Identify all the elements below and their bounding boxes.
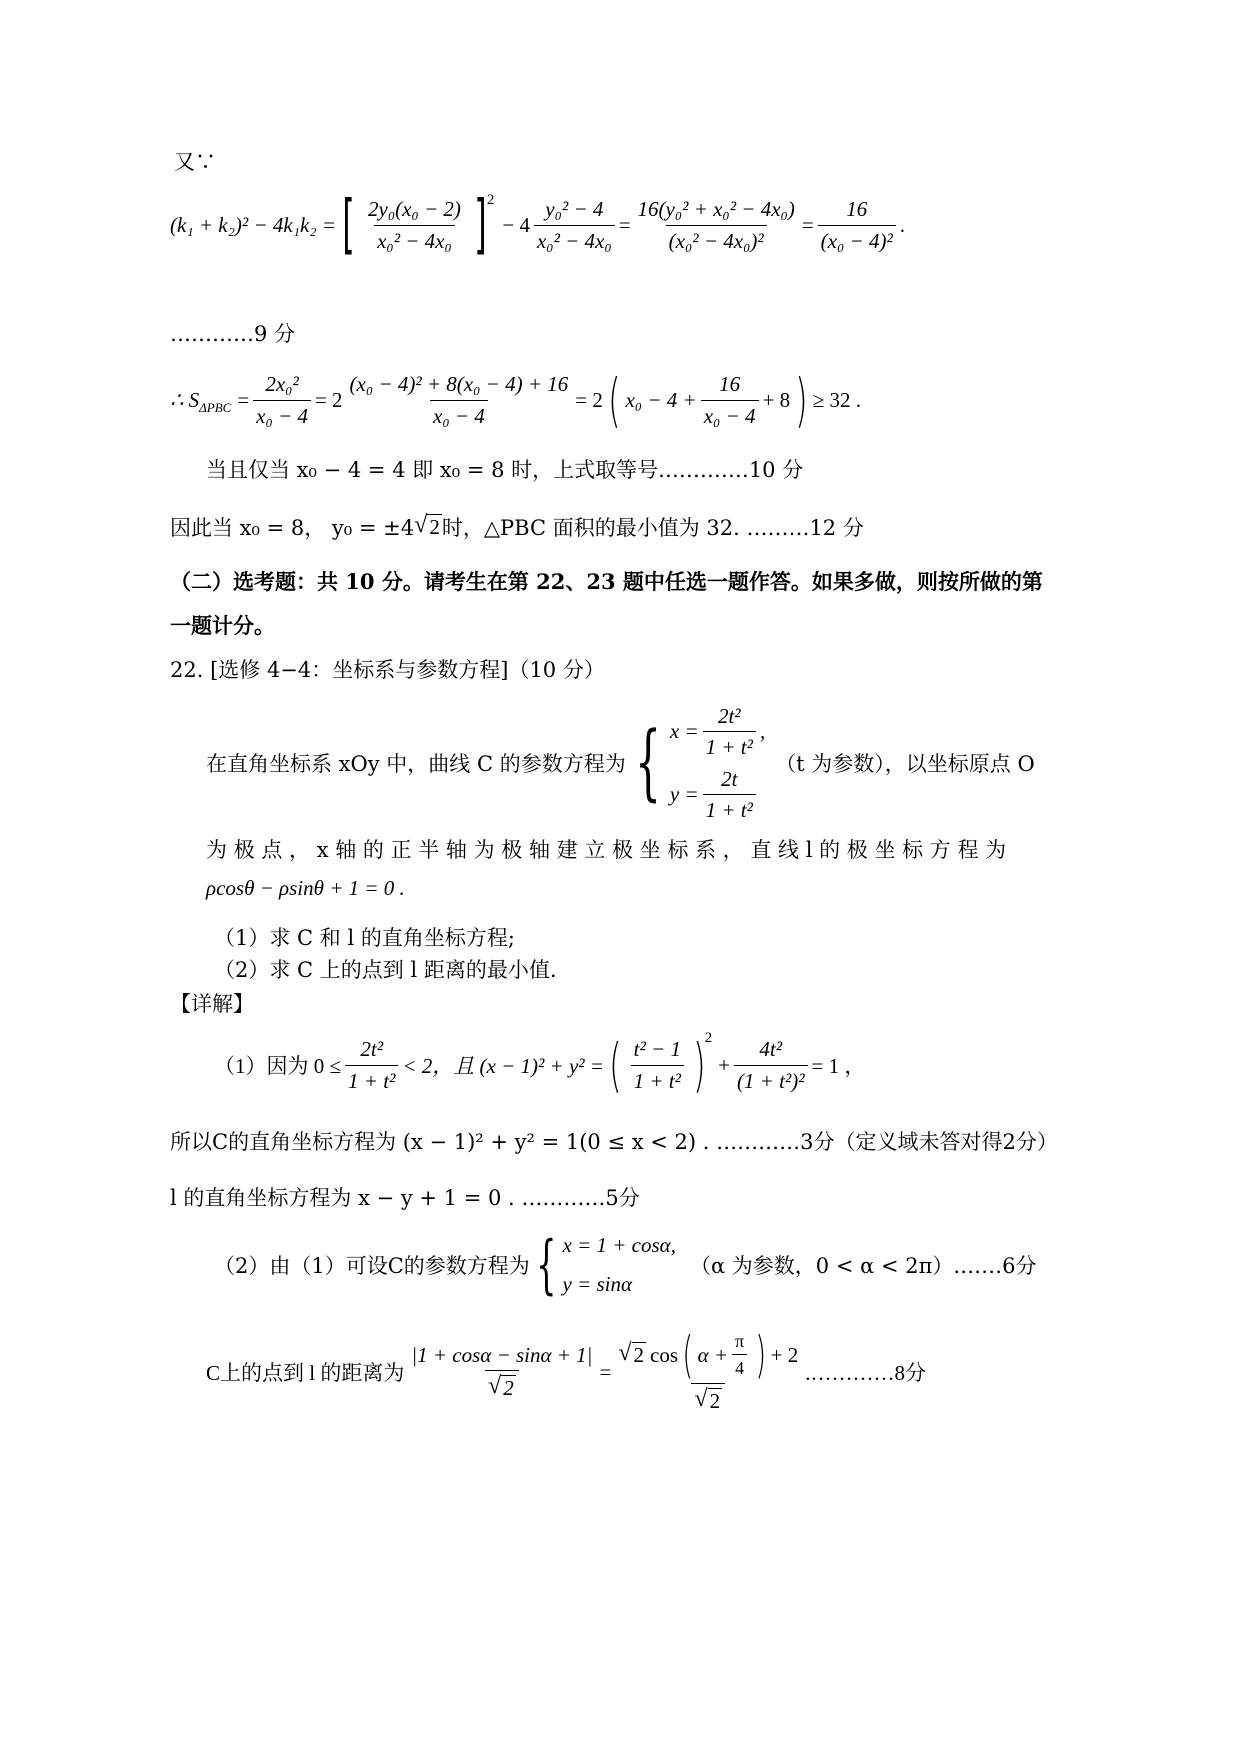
question-22-statement: 在直角坐标系 xOy 中，曲线 C 的参数方程为 { x = $\frac{\text{2t²}}{\text{1 + t²}}$ , y = $\frac{2t}{\text{1 + t²}}$ （t 为参数），以坐标原点 O <box>206 704 1035 822</box>
equation-k-sum: (k₁ + k₂)² − 4k₁k₂ = [ $\frac{\text{2y₀(x₀ − 2)}}{\text{x₀² − 4x₀}}$ ] $^2$ − 4 $\frac{\text{y₀² − 4}}{\text{x₀² − 4x₀}}$ = $\frac{\text{16(y₀² + x₀² − 4x₀)}}{\text{(x₀² − 4x₀)²}}$ = $\frac{16}{\text{(x₀ − 4)²}}$ . <box>170 188 905 262</box>
line-you: 又∵ <box>174 150 216 174</box>
solution-part1-equation: （1）因为 0 ≤ $\frac{\text{2t²}}{\text{1 + t²}}$ < 2，且 (x − 1)² + y² = ( $\frac{\text{t² − 1}}{\text{1 + t²}}$ ) $^2$ + $\frac{\text{4t²}}{\text{(1 + t²)²}}$ = 1 ， <box>214 1030 866 1099</box>
parametric-system: x = $\frac{\text{2t²}}{\text{1 + t²}}$ , y = $\frac{2t}{\text{1 + t²}}$ <box>669 704 766 822</box>
equality-condition-line: 当且仅当 x₀ − 4 = 4 即 x₀ = 8 时，上式取等号.…………10 分 <box>206 458 804 482</box>
solution-part1-line: l 的直角坐标方程为 x − y + 1 = 0 . …………5分 <box>170 1186 640 1210</box>
section-heading-line2: 一题计分。 <box>170 613 275 638</box>
score-9: …………9 分 <box>170 322 296 346</box>
fraction: $\frac{\text{2t²}}{\text{1 + t²}}$ <box>345 1037 398 1092</box>
fraction: |1 + cosα − sinα + 1| √ 2 <box>411 1342 593 1400</box>
fraction: $\frac{16}{\text{x₀ − 4}}$ <box>701 372 759 427</box>
question-22-part1: （1）求 C 和 l 的直角坐标方程; <box>214 926 515 950</box>
fraction: $\frac{\text{4t²}}{\text{(1 + t²)²}}$ <box>734 1037 808 1092</box>
solution-part1-curve: 所以C的直角坐标方程为 (x − 1)² + y² = 1(0 ≤ x < 2) . …………3分（定义域未答对得2分） <box>170 1130 1058 1154</box>
fraction: $\frac{2t}{\text{1 + t²}}$ <box>703 767 756 822</box>
solution-part2-distance: C上的点到 l 的距离为 |1 + cosα − sinα + 1| √ 2 = √ 2 cos ( α + $\frac{\pi}{4}$ ) + 2 √ 2 .…………8分 <box>206 1325 926 1413</box>
fraction: $\frac{\text{t² − 1}}{\text{1 + t²}}$ <box>631 1037 684 1092</box>
section-heading-line1: （二）选考题：共 10 分。请考生在第 22、23 题中任选一题作答。如果多做，则按所做的第 <box>170 569 1043 594</box>
fraction: $\frac{16}{\text{(x₀ − 4)²}}$ <box>818 197 896 252</box>
question-22-polar-equation: ρcosθ − ρsinθ + 1 = 0 . <box>206 876 405 900</box>
question-22-part2: （2）求 C 上的点到 l 距离的最小值. <box>214 958 557 982</box>
fraction: $\frac{\text{2y₀(x₀ − 2)}}{\text{x₀² − 4x₀}}$ <box>368 197 461 253</box>
detail-heading: 【详解】 <box>170 992 254 1016</box>
minimum-value-line: 因此当 x₀ = 8， y₀ = ±4 √ 2 时，△PBC 面积的最小值为 32. ………12 分 <box>170 511 864 540</box>
parametric-system: x = 1 + cosα, y = sinα <box>562 1233 676 1296</box>
fraction: $\frac{\text{16(y₀² + x₀² − 4x₀)}}{\text{(x₀² − 4x₀)²}}$ <box>637 197 795 253</box>
fraction: √ 2 cos ( α + $\frac{\pi}{4}$ ) + 2 √ 2 <box>618 1325 799 1413</box>
fraction: $\frac{\text{(x₀ − 4)² + 8(x₀ − 4) + 16}}{\text{x₀ − 4}}$ <box>349 372 569 428</box>
equation-area: ∴ S $_{\Delta PBC}$ = $\frac{\text{2x₀²}}{\text{x₀ − 4}}$ = 2 $\frac{\text{(x₀ − 4)² + 8(x₀ − 4) + 16}}{\text{x₀ − 4}}$ = 2 ( x₀ − 4 + $\frac{16}{\text{x₀ − 4}}$ + 8 ) ≥ 32 . <box>170 366 862 434</box>
question-22-title: 22. [选修 4−4：坐标系与参数方程]（10 分） <box>170 658 605 682</box>
fraction: $\frac{\text{2t²}}{\text{1 + t²}}$ <box>703 704 756 759</box>
solution-part2-param: （2）由（1）可设C的参数方程为 { x = 1 + cosα, y = sinα （α 为参数，0 < α < 2π）.……6分 <box>214 1228 1037 1302</box>
fraction: $\frac{\text{2x₀²}}{\text{x₀ − 4}}$ <box>253 372 311 427</box>
sqrt: √ 2 <box>414 511 440 540</box>
fraction: $\frac{\text{y₀² − 4}}{\text{x₀² − 4x₀}}$ <box>534 197 615 252</box>
question-22-line2: 为 极 点 ， x 轴 的 正 半 轴 为 极 轴 建 立 极 坐 标 系 ， 直 线 l 的 极 坐 标 方 程 为 <box>206 838 1007 862</box>
